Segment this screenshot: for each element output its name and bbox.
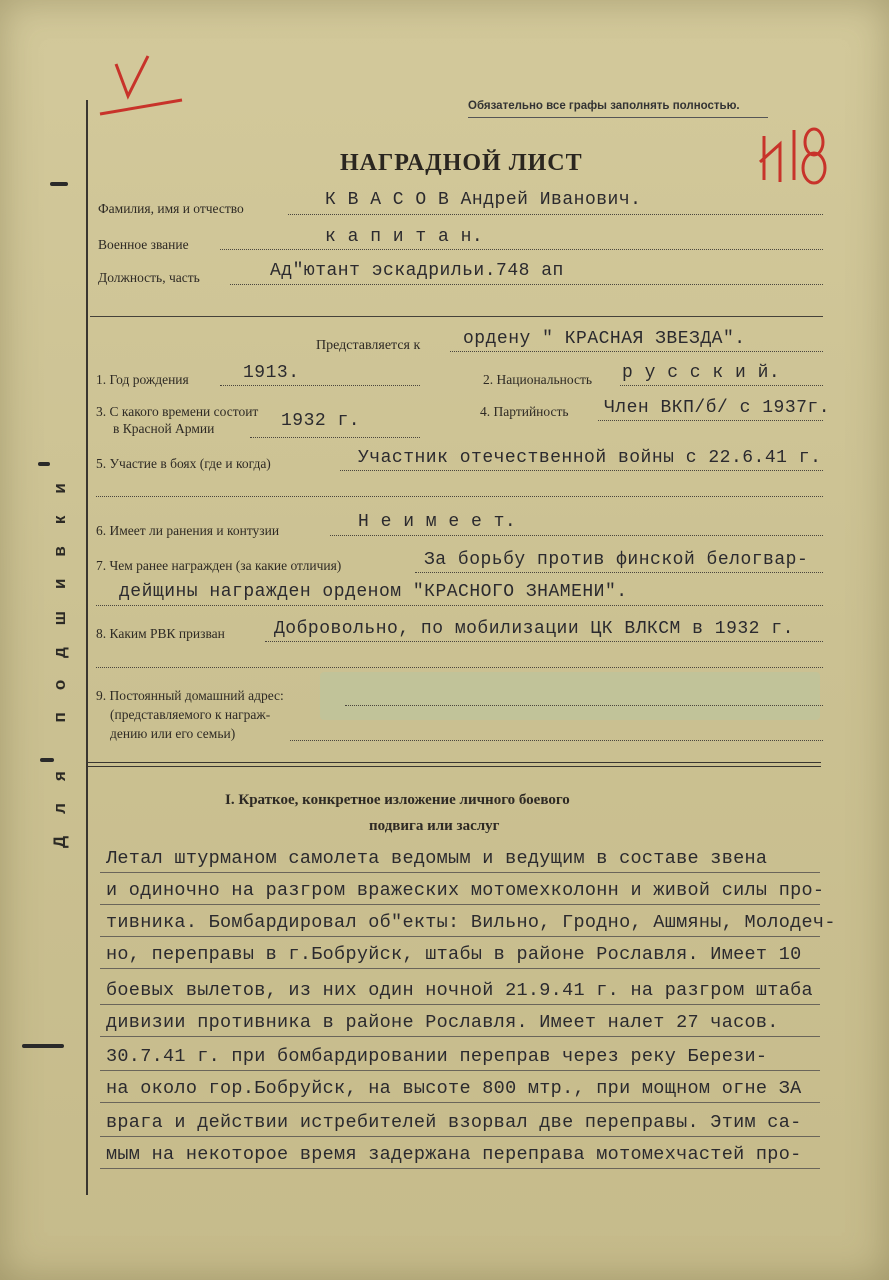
award-line (450, 351, 823, 352)
party-value: Член ВКП/б/ с 1937г. (604, 398, 831, 418)
section-double-rule (86, 762, 821, 767)
narrative-line: дивизии противника в районе Рославля. Имеет налет 27 часов. (106, 1012, 779, 1033)
army-line (250, 437, 420, 438)
narrative-rule (100, 968, 820, 969)
rvk-label: 8. Каким РВК призван (96, 626, 225, 641)
address-label-3: дению или его семьи) (110, 726, 236, 741)
section-heading-2: подвига или заслуг (369, 818, 500, 834)
binding-hole-mark (50, 182, 68, 186)
binding-hole-mark (22, 1044, 64, 1048)
rvk-line-2 (96, 667, 823, 668)
battles-label: 5. Участие в боях (где и когда) (96, 456, 271, 471)
wounds-line (330, 535, 823, 536)
award-label: Представляется к (316, 338, 421, 353)
prev-awards-value-2: дейщины награжден орденом "КРАСНОГО ЗНАМЕНИ". (119, 582, 628, 602)
party-line (598, 420, 823, 421)
prev-awards-label: 7. Чем ранее награжден (за какие отличия) (96, 558, 342, 573)
narrative-rule (100, 936, 820, 937)
binding-margin-line (86, 100, 88, 1195)
battles-line-2 (96, 496, 823, 497)
narrative-rule (100, 1004, 820, 1005)
name-label: Фамилия, имя и отчество (98, 201, 244, 216)
narrative-rule (100, 1036, 820, 1037)
battles-line (340, 470, 823, 471)
rank-value: к а п и т а н. (325, 227, 484, 247)
name-value: К В А С О В Андрей Иванович. (325, 190, 642, 210)
red-handwritten-number (758, 110, 833, 190)
rvk-line (265, 641, 823, 642)
rvk-value: Добровольно, по мобилизации ЦК ВЛКСМ в 1932 г. (274, 619, 794, 639)
prev-awards-line-2 (96, 605, 823, 606)
narrative-rule (100, 872, 820, 873)
prev-awards-value-1: За борьбу против финской белогвар- (424, 550, 809, 570)
redacted-address-area (320, 672, 820, 720)
nationality-value: р у с с к и й. (622, 363, 781, 383)
party-label: 4. Партийность (480, 404, 569, 419)
narrative-rule (100, 904, 820, 905)
narrative-line: боевых вылетов, из них один ночной 21.9.41 г. на разгром штаба (106, 980, 813, 1001)
notice-underline (468, 117, 768, 118)
address-line-1 (345, 705, 823, 706)
narrative-line: на около гор.Бобруйск, на высоте 800 мтр., при мощном огне ЗА (106, 1078, 802, 1099)
narrative-line: тивника. Бомбардировал об"екты: Вильно, Гродно, Ашмяны, Молодеч- (106, 912, 836, 933)
army-value: 1932 г. (281, 411, 361, 431)
red-check-mark (96, 52, 186, 122)
narrative-rule (100, 1102, 820, 1103)
fill-notice: Обязательно все графы заполнять полностью. (468, 100, 740, 112)
narrative-rule (100, 1168, 820, 1169)
narrative-rule (100, 1136, 820, 1137)
birth-value: 1913. (243, 363, 300, 383)
separator-line (90, 316, 823, 317)
rank-line (220, 249, 823, 250)
narrative-rule (100, 1070, 820, 1071)
wounds-label: 6. Имеет ли ранения и контузии (96, 523, 280, 538)
binding-hole-mark (38, 462, 50, 466)
narrative-line: но, переправы в г.Бобруйск, штабы в районе Рославля. Имеет 10 (106, 944, 802, 965)
name-line (288, 214, 823, 215)
address-line-2 (290, 740, 823, 741)
nationality-line (620, 385, 823, 386)
birth-label: 1. Год рождения (96, 372, 189, 387)
prev-awards-line-1 (415, 572, 823, 573)
position-label: Должность, часть (98, 270, 200, 285)
wounds-value: Н е и м е е т. (358, 512, 517, 532)
narrative-line: врага и действии истребителей взорвал две переправы. Этим са- (106, 1112, 802, 1133)
page-title: НАГРАДНОЙ ЛИСТ (340, 150, 583, 176)
army-label-2: в Красной Армии (113, 421, 215, 436)
section-heading-1: I. Краткое, конкретное изложение личного боевого (225, 792, 570, 808)
nationality-label: 2. Национальность (483, 372, 593, 387)
award-value: ордену " КРАСНАЯ ЗВЕЗДА". (463, 329, 746, 349)
narrative-line: мым на некоторое время задержана переправа мотомехчастей про- (106, 1144, 802, 1165)
address-label-2: (представляемого к награж- (110, 707, 271, 722)
position-value: Ад"ютант эскадрильи.748 ап (270, 261, 564, 281)
rank-label: Военное звание (98, 237, 189, 252)
side-binding-text: Для подшивки (50, 461, 69, 849)
narrative-line: Летал штурманом самолета ведомым и ведущим в составе звена (106, 848, 768, 869)
army-label-1: 3. С какого времени состоит (96, 404, 259, 419)
address-label-1: 9. Постоянный домашний адрес: (96, 688, 284, 703)
battles-value: Участник отечественной войны с 22.6.41 г. (358, 448, 822, 468)
narrative-line: и одиночно на разгром вражеских мотомехколонн и живой силы про- (106, 880, 825, 901)
narrative-line: 30.7.41 г. при бомбардировании переправ через реку Берези- (106, 1046, 768, 1067)
position-line (230, 284, 823, 285)
birth-line (220, 385, 420, 386)
